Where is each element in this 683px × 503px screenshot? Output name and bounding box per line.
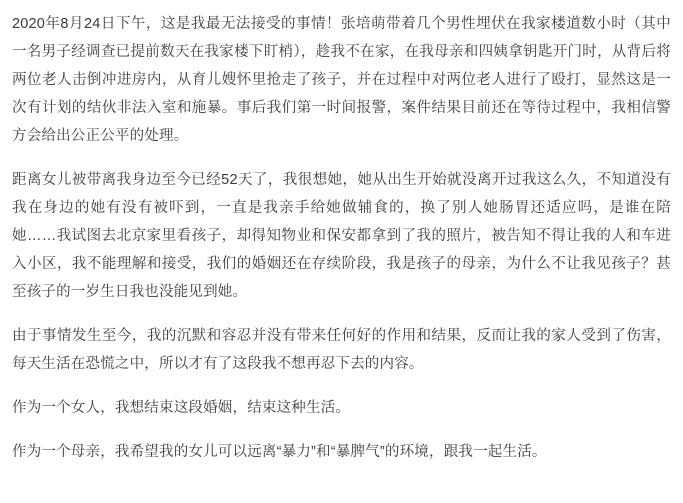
paragraph-5: 作为一个母亲，我希望我的女儿可以远离“暴力”和“暴脾气”的环境，跟我一起生活。 bbox=[12, 444, 547, 460]
paragraph-4: 作为一个女人，我想结束这段婚姻，结束这种生活。 bbox=[12, 400, 351, 416]
paragraph-1: 2020年8月24日下午，这是我最无法接受的事情！张培萌带着几个男性埋伏在我家楼道数小时（其中一名男子经调查已提前数天在我家楼下盯梢），趁我不在家，在我母亲和四姨拿钥匙开门时，从背后将两位老人击倒冲进房内，从育儿嫂怀里抢走了孩子，并在过程中对两位老人进行了殴打，显然这是一次有计划的结伙非法入室和施暴。事后我们第一时间报警，案件结果目前还在等待过程中，我相信警方会给出公正公平的处理。 bbox=[12, 16, 671, 144]
paragraph-2: 距离女儿被带离我身边至今已经52天了，我很想她，她从出生开始就没离开过我这么久，不知道没有我在身边的她有没有被吓到，一直是我亲手给她做辅食的，换了别人她肠胃还适应吗，是谁在陪她……我试图去北京家里看孩子，却得知物业和保安都拿到了我的照片，被告知不得让我的人和车进入小区，我不能理解和接受，我们的婚姻还在存续阶段，我是孩子的母亲，为什么不让我见孩子？甚至孩子的一岁生日我也没能见到她。 bbox=[12, 172, 671, 300]
paragraph-3: 由于事情发生至今，我的沉默和容忍并没有带来任何好的作用和结果，反而让我的家人受到了伤害，每天生活在恐慌之中，所以才有了这段我不想再忍下去的内容。 bbox=[12, 328, 671, 372]
